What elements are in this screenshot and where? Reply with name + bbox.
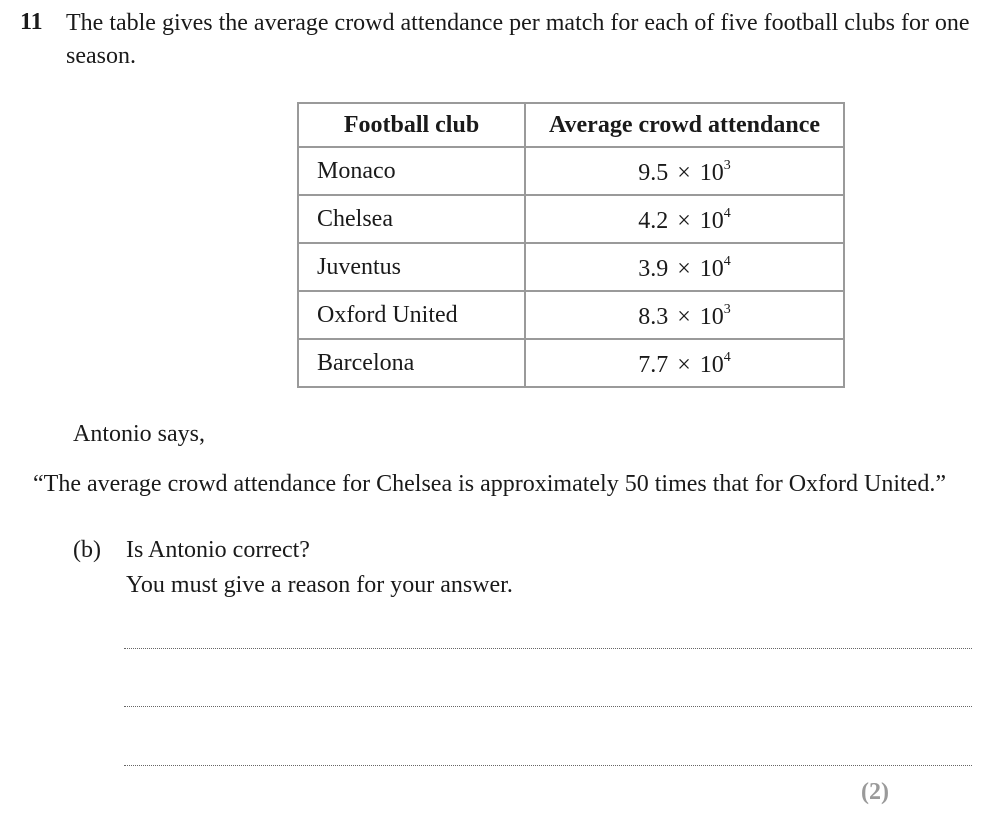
attendance-value <box>525 243 844 291</box>
part-b-label: (b) <box>73 537 101 563</box>
club-name: Chelsea <box>298 195 525 243</box>
marks-label: (2) <box>861 779 889 805</box>
attendance-value <box>525 339 844 387</box>
mantissa: 7.7 <box>638 351 669 378</box>
question-number: 11 <box>20 9 43 35</box>
times-sign: × <box>677 159 691 186</box>
times-sign: × <box>677 255 691 282</box>
club-name: Monaco <box>298 147 525 195</box>
table-row <box>298 195 844 243</box>
club-name: Barcelona <box>298 339 525 387</box>
mantissa: 4.2 <box>638 207 669 234</box>
quote-text: “The average crowd attendance for Chelsea is approximately 50 times that for Oxford United.” <box>33 471 946 497</box>
header-average-attendance: Average crowd attendance <box>525 103 844 147</box>
answer-line[interactable] <box>124 706 972 707</box>
times-sign: × <box>677 351 691 378</box>
table-row <box>298 291 844 339</box>
answer-line[interactable] <box>124 648 972 649</box>
question-intro: The table gives the average crowd attendance per match for each of five football clubs for one season. <box>66 10 970 69</box>
mantissa: 8.3 <box>638 303 669 330</box>
times-sign: × <box>677 303 691 330</box>
attendance-value <box>525 291 844 339</box>
table-header-row <box>298 103 844 147</box>
club-name: Oxford United <box>298 291 525 339</box>
exponent: 4 <box>723 205 731 221</box>
attendance-value <box>525 195 844 243</box>
times-sign: × <box>677 207 691 234</box>
exponent: 3 <box>723 301 731 317</box>
attendance-value <box>525 147 844 195</box>
table-row <box>298 147 844 195</box>
header-football-club: Football club <box>298 103 525 147</box>
base: 10 <box>699 255 724 282</box>
club-name: Juventus <box>298 243 525 291</box>
base: 10 <box>699 159 724 186</box>
table-row <box>298 339 844 387</box>
base: 10 <box>699 207 724 234</box>
part-b-instruction: You must give a reason for your answer. <box>126 572 513 598</box>
exponent: 4 <box>723 349 731 365</box>
exponent: 4 <box>723 253 731 269</box>
base: 10 <box>699 351 724 378</box>
part-b-question: Is Antonio correct? <box>126 537 310 563</box>
mantissa: 9.5 <box>638 159 669 186</box>
speaker-text: Antonio says, <box>73 421 205 447</box>
attendance-table <box>297 102 845 388</box>
base: 10 <box>699 303 724 330</box>
mantissa: 3.9 <box>638 255 669 282</box>
table-row <box>298 243 844 291</box>
answer-line[interactable] <box>124 765 972 766</box>
exponent: 3 <box>723 157 731 173</box>
